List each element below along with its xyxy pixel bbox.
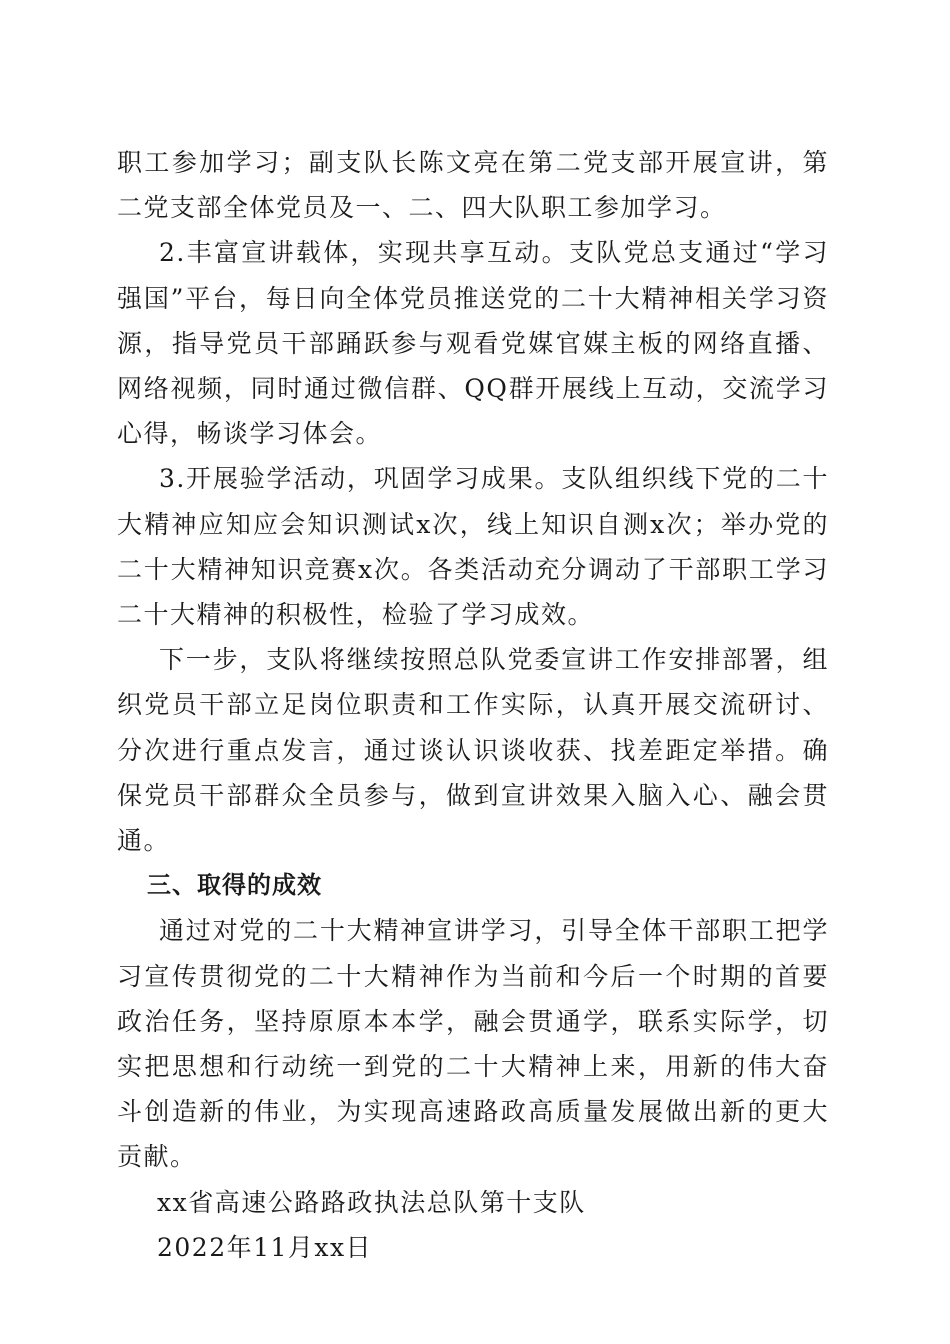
paragraph-continuation: 职工参加学习；副支队长陈文亮在第二党支部开展宣讲，第二党支部全体党员及一、二、四大队职工参加学习。 bbox=[117, 148, 829, 223]
paragraph-item-2: 2.丰富宣讲载体，实现共享互动。支队党总支通过“学习强国”平台，每日向全体党员推送党的二十大精神相关学习资源，指导党员干部踊跃参与观看党媒官媒主板的网络直播、网络视频，同时通过微信群、QQ群开展线上互动，交流学习心得，畅谈学习体会。 bbox=[117, 238, 829, 449]
section-heading-results: 三、取得的成效 bbox=[147, 871, 322, 900]
paragraph-item-3: 3.开展验学活动，巩固学习成果。支队组织线下党的二十大精神应知应会知识测试x次，线上知识自测x次；举办党的二十大精神知识竞赛x次。各类活动充分调动了干部职工学习二十大精神的积极性，检验了学习成效。 bbox=[117, 464, 829, 630]
paragraph-results: 通过对党的二十大精神宣讲学习，引导全体干部职工把学习宣传贯彻党的二十大精神作为当前和今后一个时期的首要政治任务，坚持原原本本学，融会贯通学，联系实际学，切实把思想和行动统一到党的二十大精神上来，用新的伟大奋斗创造新的伟业，为实现高速路政高质量发展做出新的更大贡献。 bbox=[117, 916, 829, 1172]
signature-organization: xx省高速公路路政执法总队第十支队 bbox=[157, 1187, 586, 1217]
signature-date: 2022年11月xx日 bbox=[157, 1232, 373, 1262]
paragraph-next-steps: 下一步，支队将继续按照总队党委宣讲工作安排部署，组织党员干部立足岗位职责和工作实际，认真开展交流研讨、分次进行重点发言，通过谈认识谈收获、找差距定举措。确保党员干部群众全员参与，做到宣讲效果入脑入心、融会贯通。 bbox=[117, 645, 829, 856]
document-body bbox=[117, 140, 829, 1270]
